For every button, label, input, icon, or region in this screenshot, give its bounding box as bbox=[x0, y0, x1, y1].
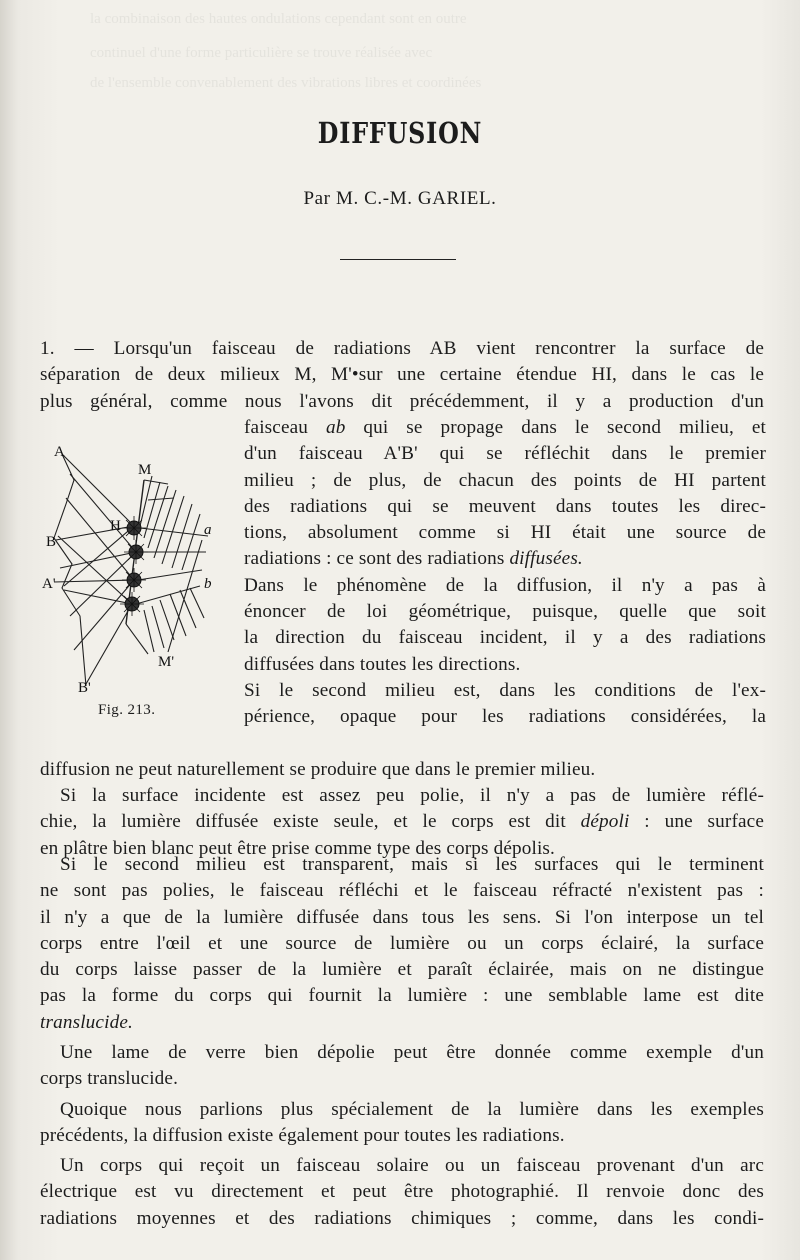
paragraph-arc bbox=[40, 1153, 764, 1232]
label-A: A bbox=[54, 444, 65, 460]
text-line: d'un faisceau A'B' qui se réfléchit dans le premier bbox=[244, 443, 766, 465]
label-B: B bbox=[46, 534, 57, 550]
wrapped-paragraph bbox=[244, 415, 766, 731]
bleed-through-line: de l'ensemble convenablement des vibrations libres et coordinées bbox=[90, 75, 482, 91]
text-line: du corps laisse passer de la lumière et paraît éclairée, mais on ne distingue bbox=[40, 959, 764, 981]
label-M-prime: M' bbox=[158, 654, 175, 670]
text-run: radiations : ce sont des radiations bbox=[244, 548, 510, 570]
label-a: a bbox=[204, 522, 212, 538]
text-line: Si le second milieu est, dans les conditions de l'ex- bbox=[244, 679, 766, 701]
text-line: Dans le phénomène de la diffusion, il n'y a pas à bbox=[244, 574, 766, 596]
label-B-prime: B' bbox=[78, 680, 91, 696]
bleed-through-line: continuel d'une forme particulière se trouve réalisée avec bbox=[90, 45, 433, 61]
text-line: des radiations qui se meuvent dans toutes les direc- bbox=[244, 495, 766, 517]
text-line: Un corps qui reçoit un faisceau solaire ou un faisceau provenant d'un arc bbox=[60, 1155, 764, 1176]
label-b: b bbox=[204, 576, 212, 592]
paragraph-radiations bbox=[40, 1097, 764, 1150]
author-line: Par M. C.-M. GARIEL. bbox=[303, 188, 497, 209]
text-line: séparation de deux milieux M, M'•sur une certaine étendue HI, dans le cas le bbox=[40, 364, 764, 386]
diffusion-diagram bbox=[40, 440, 230, 700]
page-title: DIFFUSION bbox=[317, 116, 483, 150]
bleed-through-line: la combinaison des hautes ondulations cependant sont en outre bbox=[90, 11, 467, 27]
text-line: diffusées dans toutes les directions. bbox=[244, 653, 521, 675]
figure-caption: Fig. 213. bbox=[98, 702, 156, 718]
text-line: il n'y a que de la lumière diffusée dans tous les sens. Si l'on interpose un tel bbox=[40, 906, 764, 928]
label-A-prime: A' bbox=[42, 576, 56, 592]
text-line: tions, absolument comme si HI était une source de bbox=[244, 522, 766, 544]
label-M: M bbox=[138, 462, 152, 478]
title-rule bbox=[340, 259, 456, 260]
text-line: plus général, comme nous l'avons dit précédemment, il y a production d'un bbox=[40, 390, 764, 412]
italic-term: diffusées. bbox=[509, 548, 583, 570]
text-line: Une lame de verre bien dépolie peut être donnée comme exemple d'un bbox=[60, 1042, 764, 1063]
text-line: énoncer de loi géométrique, puisque, quelle que soit bbox=[244, 601, 766, 623]
text-line: la direction du faisceau incident, il y a des radiations bbox=[244, 627, 766, 649]
text-line: corps entre l'œil et une source de lumière ou un corps éclairé, la surface bbox=[40, 932, 764, 954]
italic-term: dépoli bbox=[580, 811, 630, 833]
text-line: Quoique nous parlions plus spécialement de la lumière dans les exemples bbox=[60, 1099, 764, 1120]
italic-term: translucide. bbox=[40, 1011, 133, 1033]
figure-213 bbox=[40, 440, 230, 700]
text-line: précédents, la diffusion existe également pour toutes les radiations. bbox=[40, 1125, 565, 1147]
text-line: périence, opaque pour les radiations considérées, la bbox=[244, 706, 766, 728]
text-line: électrique est vu directement et peut être photographié. Il renvoie donc des bbox=[40, 1181, 764, 1203]
text-run: qui se propage dans le second milieu, et bbox=[345, 417, 766, 438]
text-line: 1. — Lorsqu'un faisceau de radiations AB vient rencontrer la surface de bbox=[40, 338, 764, 359]
text-line: ne sont pas polies, le faisceau réfléchi et le faisceau réfracté n'existent pas : bbox=[40, 880, 764, 902]
text-line: Si le second milieu est transparent, mais si les surfaces qui le terminent bbox=[60, 854, 764, 875]
text-run: faisceau bbox=[244, 417, 326, 438]
text-line: milieu ; de plus, de chacun des points de HI partent bbox=[244, 469, 766, 491]
paragraph-depoli bbox=[40, 771, 764, 862]
text-run: chie, la lumière diffusée existe seule, et le corps est dit bbox=[40, 811, 581, 833]
text-line: pas la forme du corps qui fournit la lumière : une semblable lame est dite bbox=[40, 985, 764, 1007]
text-line bbox=[40, 809, 764, 835]
italic-term: ab bbox=[325, 417, 346, 438]
text-line: diffusion ne peut naturellement se produire que dans le premier milieu. bbox=[40, 759, 596, 780]
text-line bbox=[40, 1010, 764, 1036]
text-line bbox=[244, 415, 766, 441]
text-line: en plâtre bien blanc peut être prise comme type des corps dépolis. bbox=[40, 837, 555, 859]
label-H: H bbox=[110, 518, 121, 534]
paragraph-lame bbox=[40, 1040, 764, 1093]
text-run: : une surface bbox=[629, 811, 764, 833]
text-line: Si la surface incidente est assez peu polie, il n'y a pas de lumière réflé- bbox=[60, 785, 764, 806]
paragraph-translucide bbox=[40, 852, 764, 1036]
text-line: corps translucide. bbox=[40, 1068, 179, 1090]
text-line bbox=[244, 546, 766, 572]
text-line: radiations moyennes et des radiations chimiques ; comme, dans les condi- bbox=[40, 1207, 764, 1229]
intro-paragraph bbox=[40, 336, 764, 415]
